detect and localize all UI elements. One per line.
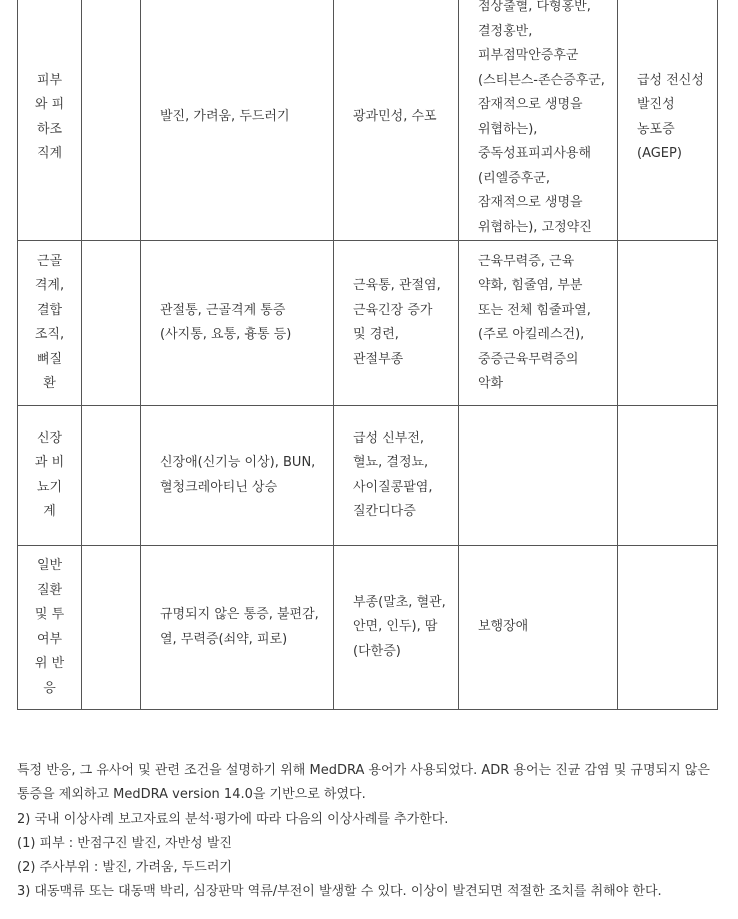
organ-system-cell <box>18 241 82 406</box>
organ-system-cell <box>18 546 82 710</box>
frequency-cell-common: 발진, 가려움, 두드러기 <box>141 0 334 241</box>
frequency-cell-very-rare <box>618 406 718 546</box>
organ-system-cell <box>18 0 82 241</box>
frequency-cell-very-rare <box>618 241 718 406</box>
frequency-cell-uncommon: 부종(말초, 혈관, 안면, 인두), 땀(다한증) <box>334 546 459 710</box>
organ-system-label: 피부 와 피 하조 직계 <box>34 72 65 161</box>
frequency-cell-very-common <box>82 0 141 241</box>
meddra-note: 특정 반응, 그 유사어 및 관련 조건을 설명하기 위해 MedDRA 용어가 사용되었다. ADR 용어는 진균 감염 및 규명되지 않은 통증을 제외하고 MedDRA version 14.0을 기반으로 하였다. <box>17 763 710 803</box>
frequency-cell-very-rare <box>618 546 718 710</box>
frequency-cell-rare <box>459 406 618 546</box>
injection-site-note: (2) 주사부위 : 발진, 가려움, 두드러기 <box>17 860 232 876</box>
frequency-cell-rare: 보행장애 <box>459 546 618 710</box>
frequency-cell-uncommon: 광과민성, 수포 <box>334 0 459 241</box>
adverse-reactions-table <box>17 0 718 710</box>
organ-system-label: 근골 격계, 결합 조직, 뼈질 환 <box>34 253 65 391</box>
table-row <box>18 241 718 406</box>
frequency-cell-very-rare: 급성 전신성 발진성 농포증(AGEP) <box>618 0 718 241</box>
footnotes <box>17 759 717 905</box>
frequency-cell-common: 규명되지 않은 통증, 불편감, 열, 무력증(쇠약, 피로) <box>141 546 334 710</box>
table-row <box>18 0 718 241</box>
frequency-cell-common: 관절통, 근골격계 통증(사지통, 요통, 흉통 등) <box>141 241 334 406</box>
table-row <box>18 546 718 710</box>
frequency-cell-very-common <box>82 406 141 546</box>
frequency-cell-common: 신장애(신기능 이상), BUN, 혈청크레아티닌 상승 <box>141 406 334 546</box>
skin-note: (1) 피부 : 반점구진 발진, 자반성 발진 <box>17 835 232 851</box>
frequency-cell-rare: 근육무력증, 근육 약화, 힘줄염, 부분 또는 전체 힘줄파열, (주로 아킬레스건), 중증근육무력증의 악화 <box>459 241 618 406</box>
aortic-note: 3) 대동맥류 또는 대동맥 박리, 심장판막 역류/부전이 발생할 수 있다. 이상이 발견되면 적절한 조치를 취해야 한다. <box>17 884 662 900</box>
frequency-cell-very-common <box>82 546 141 710</box>
frequency-cell-very-common <box>82 241 141 406</box>
frequency-cell-rare: 점상출혈, 다형홍반, 결정홍반, 피부점막안증후군(스티븐스-존슨증후군, 잠재적으로 생명을 위협하는), 중독성표피괴사용해 (리엘증후군, 잠재적으로 생명을 위협하는), 고정약진 <box>459 0 618 241</box>
organ-system-cell <box>18 406 82 546</box>
organ-system-label: 일반 질환 및 투 여부 위 반 응 <box>34 558 65 696</box>
frequency-cell-uncommon: 근육통, 관절염, 근육긴장 증가 및 경련, 관절부종 <box>334 241 459 406</box>
table-row <box>18 406 718 546</box>
domestic-reports-note: 2) 국내 이상사례 보고자료의 분석·평가에 따라 다음의 이상사례를 추가한다. <box>17 811 449 827</box>
frequency-cell-uncommon: 급성 신부전, 혈뇨, 결정뇨, 사이질콩팥염, 질칸디다증 <box>334 406 459 546</box>
organ-system-label: 신장 과 비 뇨기 계 <box>34 430 65 519</box>
